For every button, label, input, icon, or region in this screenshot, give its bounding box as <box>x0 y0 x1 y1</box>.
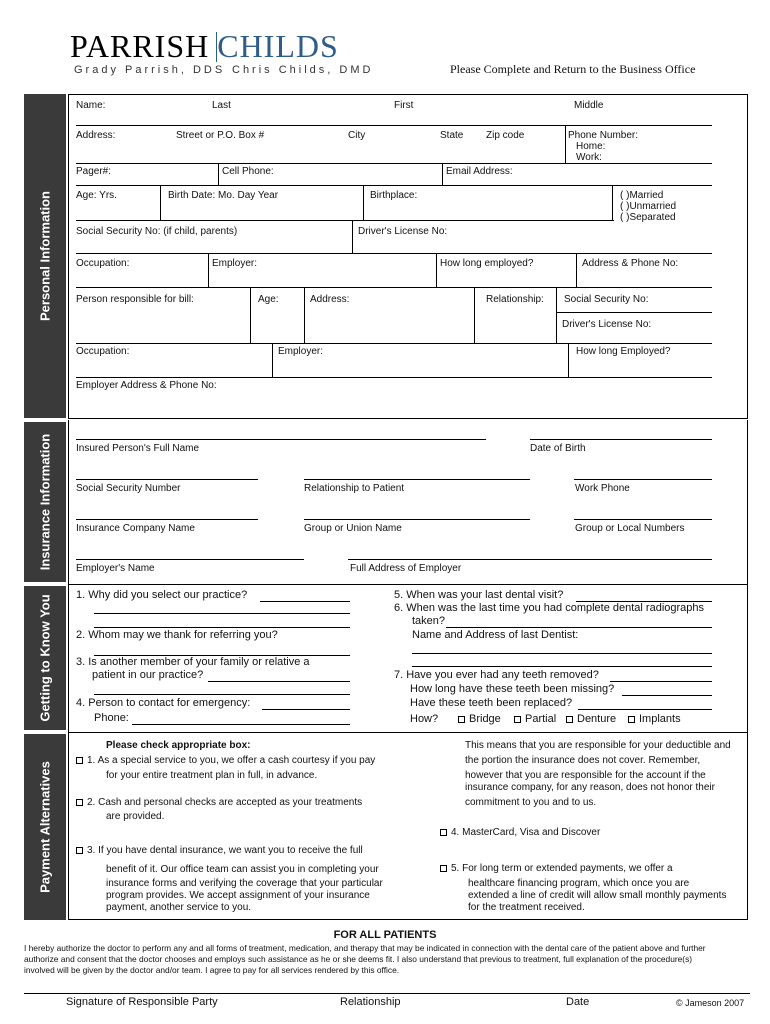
q1-line-c[interactable] <box>94 627 350 628</box>
partial-option[interactable] <box>514 713 556 725</box>
section-label: Insurance Information <box>37 433 53 571</box>
option-5-cont-1: healthcare financing program, which once you are <box>468 878 690 889</box>
payment-heading-text: Please check appropriate box: <box>106 740 251 751</box>
resp-ssn-label: Social Security No: <box>564 294 649 305</box>
resp-age-label: Age: <box>258 294 279 305</box>
howlong2-divider <box>568 343 569 377</box>
option-3[interactable] <box>76 845 363 856</box>
checkbox-icon[interactable] <box>628 716 635 723</box>
relationship-footer-label: Relationship <box>340 996 401 1008</box>
resp-relationship-divider <box>474 287 475 343</box>
how-long2-label: How long Employed? <box>576 346 671 357</box>
q1-label: 1. Why did you select our practice? <box>76 589 248 601</box>
relationship-label: Relationship: <box>486 294 544 305</box>
cell-divider <box>218 163 219 185</box>
doctor-left: Grady Parrish, DDS <box>74 64 226 76</box>
resp-age-divider <box>250 287 251 343</box>
phone-number-label: Phone Number: <box>568 130 639 141</box>
phone-divider <box>565 126 566 164</box>
insured-name-line[interactable] <box>76 439 486 440</box>
section-label: Payment Alternatives <box>37 761 53 893</box>
ins-ssn-label: Social Security Number <box>76 483 181 494</box>
how-long-label: How long employed? <box>440 258 534 269</box>
phone-line[interactable] <box>132 724 350 725</box>
employer-address-label: Employer Address & Phone No: <box>76 380 217 391</box>
option-3-cont-1: benefit of it. Our office team can assist you in completing your <box>106 864 379 875</box>
q7a-label: 7. Have you ever had any teeth removed? <box>394 669 599 681</box>
section-tab-personal <box>24 94 66 418</box>
logo-right: CHILDS <box>217 28 339 64</box>
q6b-label: taken? <box>412 615 446 627</box>
birth-date-label: Birth Date: Mo. Day Year <box>168 190 279 201</box>
partial-label: Partial <box>525 713 557 725</box>
pager-label: Pager#: <box>76 166 112 177</box>
q7b-label: How long have these teeth been missing? <box>410 683 615 695</box>
name-label: Name: <box>76 100 106 111</box>
howlong-divider <box>436 253 437 287</box>
option-1[interactable] <box>76 755 375 766</box>
q3-line-b[interactable] <box>94 694 350 695</box>
birthdate-divider <box>160 185 161 220</box>
drivers-license-label: Driver's License No: <box>358 226 448 237</box>
ins-workphone-label: Work Phone <box>575 483 630 494</box>
q3-line-a[interactable] <box>208 681 350 682</box>
option-2[interactable] <box>76 797 362 808</box>
authorization-text <box>24 943 750 976</box>
checkbox-icon[interactable] <box>514 716 521 723</box>
checkbox-icon[interactable] <box>440 865 447 872</box>
age-label: Age: Yrs. <box>76 190 117 201</box>
payment-heading <box>106 740 251 751</box>
option-3-cont-4: payment, another service to you. <box>106 902 252 913</box>
ins-employer-line[interactable] <box>76 559 304 560</box>
option-2-cont: are provided. <box>106 811 165 822</box>
q7-line-b[interactable] <box>622 695 712 696</box>
right-text-3: however that you are responsible for the account if the <box>465 770 706 781</box>
authorization-line-1: I hereby authorize the doctor to perform any and all forms of treatment, medication, and therapy that may be indicated in connection with the dental care of the patient above and further <box>24 943 706 953</box>
employer-label: Employer: <box>212 258 258 269</box>
section-tab-insurance <box>24 422 66 582</box>
q3a-label: 3. Is another member of your family or relative a <box>76 656 310 668</box>
option-2-text: 2. Cash and personal checks are accepted as your treatments <box>87 797 363 808</box>
q5-label: 5. When was your last dental visit? <box>394 589 564 601</box>
option-4-text: 4. MasterCard, Visa and Discover <box>451 827 601 838</box>
signature-line[interactable] <box>24 993 750 994</box>
married-option[interactable]: ( )Married <box>620 190 664 201</box>
q6-line-c[interactable] <box>412 666 712 667</box>
section-label: Getting to Know You <box>37 594 53 722</box>
option-4[interactable] <box>440 827 600 838</box>
how-label: How? <box>410 713 439 725</box>
ins-group-line[interactable] <box>304 519 530 520</box>
doctor-right: Chris Childs, DMD <box>232 64 374 76</box>
resp-address-divider <box>304 287 305 343</box>
ssn-field-line[interactable] <box>76 253 712 254</box>
bridge-option[interactable] <box>458 713 501 725</box>
ins-workphone-line[interactable] <box>574 479 712 480</box>
ins-groupnum-label: Group or Local Numbers <box>575 523 685 534</box>
occupation2-field-line[interactable] <box>76 377 712 378</box>
ins-employer-label: Employer's Name <box>76 563 155 574</box>
section-tab-getting <box>24 586 66 730</box>
practice-logo <box>70 28 339 65</box>
q6-line-b[interactable] <box>412 653 712 654</box>
name-field-line[interactable] <box>76 125 712 126</box>
last-label: Last <box>212 100 231 111</box>
all-patients-text: FOR ALL PATIENTS <box>333 929 437 941</box>
logo-divider <box>216 32 217 62</box>
email-divider <box>442 163 443 185</box>
option-1-text: 1. As a special service to you, we offer a cash courtesy if you pay <box>87 755 376 766</box>
option-3-cont-3: program provides. We accept assignment of your insurance <box>106 890 370 901</box>
employer-divider <box>208 253 209 287</box>
q1-line-a[interactable] <box>260 601 350 602</box>
address-field-line[interactable] <box>76 163 712 164</box>
q2-label: 2. Whom may we thank for referring you? <box>76 629 278 641</box>
insured-name-label: Insured Person's Full Name <box>76 443 200 454</box>
q3b-label: patient in our practice? <box>92 669 204 681</box>
checkbox-icon[interactable] <box>76 757 83 764</box>
checkbox-icon[interactable] <box>566 716 573 723</box>
option-3-text: 3. If you have dental insurance, we want you to receive the full <box>87 845 363 856</box>
occupation-label: Occupation: <box>76 258 130 269</box>
birthplace-label: Birthplace: <box>370 190 418 201</box>
return-instruction: Please Complete and Return to the Business Office <box>450 62 696 76</box>
section-tab-payment <box>24 734 66 920</box>
license-divider <box>352 220 353 253</box>
bridge-label: Bridge <box>469 713 501 725</box>
ins-group-label: Group or Union Name <box>304 523 402 534</box>
responsible-label: Person responsible for bill: <box>76 294 194 305</box>
resp-ssn-line[interactable] <box>556 312 712 313</box>
separated-option[interactable]: ( )Separated <box>620 212 676 223</box>
q6a-label: 6. When was the last time you had complete dental radiographs <box>394 602 705 614</box>
signature-label: Signature of Responsible Party <box>66 996 218 1008</box>
street-label: Street or P.O. Box # <box>176 130 265 141</box>
right-text-5: commitment to you and to us. <box>465 797 597 808</box>
logo-left: PARRISH <box>70 28 210 64</box>
date-label: Date <box>566 996 590 1008</box>
resp-license-label: Driver's License No: <box>562 319 652 330</box>
employer2-label: Employer: <box>278 346 324 357</box>
q7-line-c[interactable] <box>578 709 712 710</box>
option-5[interactable] <box>440 863 673 874</box>
middle-label: Middle <box>574 100 604 111</box>
right-text-1: This means that you are responsible for your deductible and <box>465 740 731 751</box>
occupation2-label: Occupation: <box>76 346 130 357</box>
state-label: State <box>440 130 464 141</box>
option-1-cont: for your entire treatment plan in full, in advance. <box>106 770 318 781</box>
ssn-label: Social Security No: (if child, parents) <box>76 226 238 237</box>
checkbox-icon[interactable] <box>76 847 83 854</box>
work-phone-label: Work: <box>576 152 602 163</box>
occupation-field-line[interactable] <box>76 287 712 288</box>
ins-relationship-line[interactable] <box>304 479 530 480</box>
q4-line[interactable] <box>262 709 350 710</box>
q7c-label: Have these teeth been replaced? <box>410 697 573 709</box>
resp-ssn-divider <box>556 287 557 343</box>
option-5-text: 5. For long term or extended payments, we offer a <box>451 863 673 874</box>
checkbox-icon[interactable] <box>76 799 83 806</box>
ins-employer-addr-line[interactable] <box>348 559 712 560</box>
dob-label: Date of Birth <box>530 443 586 454</box>
ins-company-line[interactable] <box>76 519 258 520</box>
addrphone-divider <box>576 253 577 287</box>
ins-relationship-label: Relationship to Patient <box>304 483 405 494</box>
all-patients-heading <box>0 929 770 941</box>
right-text-2: the portion the insurance does not cover. Remember, <box>465 755 701 766</box>
employer2-divider <box>272 343 273 377</box>
q6-line-a[interactable] <box>446 627 712 628</box>
checkbox-icon[interactable] <box>440 829 447 836</box>
ins-groupnum-line[interactable] <box>574 519 712 520</box>
q7-line-a[interactable] <box>610 681 712 682</box>
phone-label: Phone: <box>94 712 129 724</box>
city-label: City <box>348 130 366 141</box>
q6c-label: Name and Address of last Dentist: <box>412 629 579 641</box>
email-label: Email Address: <box>446 166 513 177</box>
denture-option[interactable] <box>566 713 616 725</box>
ins-employer-addr-label: Full Address of Employer <box>350 563 462 574</box>
q1-line-b[interactable] <box>94 613 350 614</box>
q4-label: 4. Person to contact for emergency: <box>76 697 251 709</box>
authorization-line-3: involved will be given by the doctor and/or team. I agree to pay for all services rendered by this office. <box>24 965 400 975</box>
age-field-line[interactable] <box>76 220 614 221</box>
zip-label: Zip code <box>486 130 525 141</box>
resp-address-label: Address: <box>310 294 350 305</box>
copyright-text: © Jameson 2007 <box>676 998 745 1008</box>
implants-label: Implants <box>639 713 681 725</box>
ins-company-label: Insurance Company Name <box>76 523 195 534</box>
cell-phone-label: Cell Phone: <box>222 166 274 177</box>
denture-label: Denture <box>577 713 617 725</box>
section-label: Personal Information <box>37 190 53 322</box>
option-5-cont-3: for the treatment received. <box>468 902 585 913</box>
responsible-field-line[interactable] <box>76 343 712 344</box>
unmarried-option[interactable]: ( )Unmarried <box>620 201 677 212</box>
implants-option[interactable] <box>628 713 681 725</box>
checkbox-icon[interactable] <box>458 716 465 723</box>
authorization-line-2: authorize and consent that the doctor chooses and employs such assistance as he or she deems fit. I also understand that previous to treatment, full explanation of the procedure(s) <box>24 954 693 964</box>
birthplace-divider <box>363 185 364 220</box>
address-label: Address: <box>76 130 116 141</box>
ins-ssn-line[interactable] <box>76 479 258 480</box>
dob-line[interactable] <box>530 439 712 440</box>
personal-info-box <box>68 94 748 419</box>
option-3-cont-2: insurance forms and verifying the coverage that your particular <box>106 878 383 889</box>
first-label: First <box>394 100 414 111</box>
address-phone-label: Address & Phone No: <box>582 258 679 269</box>
home-phone-label: Home: <box>576 141 606 152</box>
pager-field-line[interactable] <box>76 185 712 186</box>
marital-divider <box>612 185 613 220</box>
right-text-4: insurance company, for any reason, does not honor their <box>465 782 715 793</box>
option-5-cont-2: extended a line of credit will allow small monthly payments <box>468 890 727 901</box>
